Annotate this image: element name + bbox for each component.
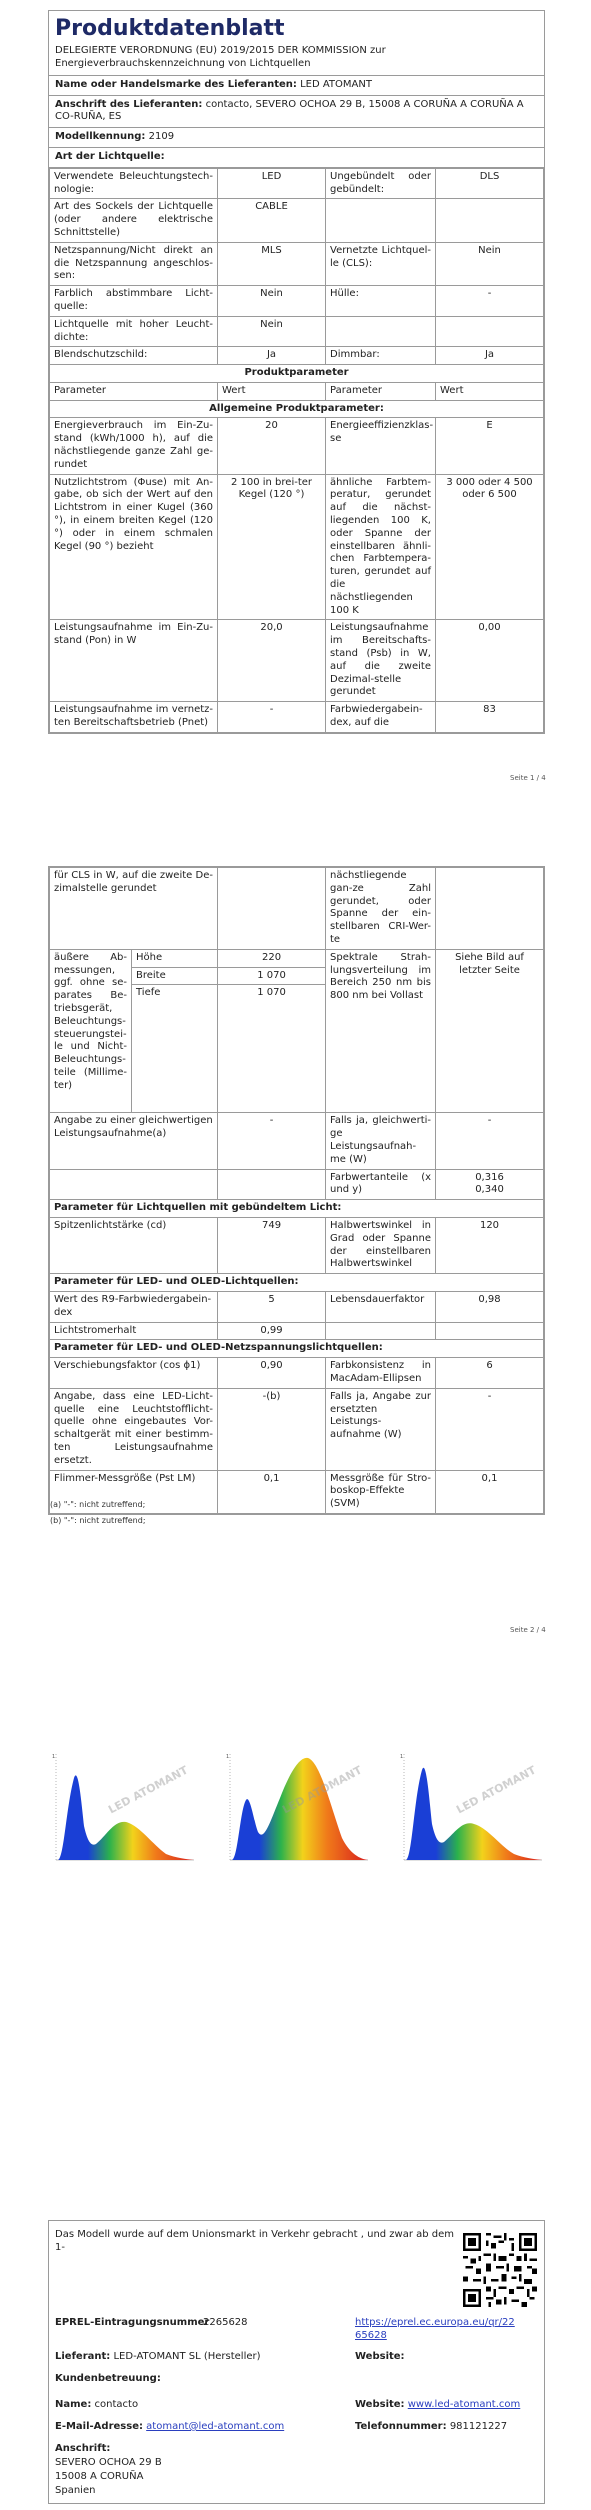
col-header: Wert: [218, 382, 326, 400]
params-table-continued: [49, 867, 544, 1514]
type-param: Hülle:: [326, 286, 436, 317]
general-value: 20: [218, 418, 326, 474]
general-row: [50, 418, 544, 474]
type-param: Netzspannung/Nicht direkt an die Netzspannung angeschlos-sen:: [50, 242, 218, 285]
website2-label: Website:: [355, 2399, 405, 2410]
param-label: für CLS in W, auf die zweite De-zimalstelle gerundet: [50, 868, 218, 950]
chromaticity-label: Farbwertanteile (x und y): [326, 1169, 436, 1200]
spectrum-image-6500k: [396, 1748, 544, 1870]
customer-service-label: Kundenbetreuung:: [55, 2373, 161, 2384]
r9-value: 5: [218, 1291, 326, 1322]
mains-row: [50, 1388, 544, 1470]
model-label: Modellkennung:: [55, 131, 146, 143]
empty-cell: [50, 1169, 218, 1200]
general-param: Energieverbrauch im Ein-Zu-stand (kWh/1000 h), auf die nächstliegende ganze Zahl ge-rundet: [50, 418, 218, 474]
type-row: [50, 347, 544, 365]
type-header: Art der Lichtquelle:: [49, 148, 544, 168]
general-param: Nutzlichtstrom (Φuse) mit An-gabe, ob sich der Wert auf den Lichtstrom in einer Kugel (360 °), in einem breiten Kegel (120 °) oder in einem schmalen Kegel (90 °) bezieht: [50, 474, 218, 620]
eprel-link[interactable]: https://eprel.ec.europa.eu/qr/2265628: [355, 2317, 515, 2341]
lumen-maintenance-label: Lichtstromerhalt: [50, 1322, 218, 1340]
chromaticity-x: 0,316: [475, 1171, 504, 1183]
general-row: [50, 620, 544, 702]
led-row: [50, 1291, 544, 1322]
page-number: Seite 1 / 4: [510, 774, 546, 782]
type-table: [49, 168, 544, 733]
beam-angle-value: 120: [436, 1217, 544, 1273]
footnote-a: (a) "-": nicht zutreffend;: [50, 1500, 146, 1509]
dimension-value: 220: [218, 949, 326, 967]
type-row: [50, 286, 544, 317]
equiv-power-label: Falls ja, gleichwerti-ge Leistungsaufnah-me (W): [326, 1113, 436, 1169]
directional-row: [50, 1217, 544, 1273]
eprel-label: EPREL-Eintragungsnummer: [55, 2317, 210, 2328]
led-header: Parameter für LED- und OLED-Lichtquellen:: [50, 1274, 544, 1292]
spectrum-image-4500k: [222, 1748, 370, 1870]
general-param: Farbwiedergabein-dex, auf die: [326, 702, 436, 733]
type-value: LED: [218, 168, 326, 199]
general-value: E: [436, 418, 544, 474]
type-value: [436, 316, 544, 347]
general-value: 2 100 in brei-ter Kegel (120 °): [218, 474, 326, 620]
address-line: 15008 A CORUÑA: [55, 2471, 144, 2482]
replaced-power-label: Falls ja, Angabe zur ersetzten Leistungs-aufnahme (W): [326, 1388, 436, 1470]
type-param: Verwendete Beleuchtungstech-nologie:: [50, 168, 218, 199]
watermark: LED ATOMANT: [280, 1763, 365, 1817]
watermark: LED ATOMANT: [106, 1763, 191, 1817]
general-param: Leistungsaufnahme im vernetz-ten Bereitschaftsbetrieb (Pnet): [50, 702, 218, 733]
directional-header: Parameter für Lichtquellen mit gebündeltem Licht:: [50, 1200, 544, 1218]
contact-name-row: [55, 2399, 138, 2412]
general-value: -: [218, 702, 326, 733]
equiv-label: [50, 1113, 218, 1169]
type-value: Nein: [218, 316, 326, 347]
supplier-name-value: LED ATOMANT: [300, 78, 372, 90]
type-row: [50, 199, 544, 242]
type-param: Vernetzte Lichtquel-le (CLS):: [326, 242, 436, 285]
col-header: Wert: [436, 382, 544, 400]
mains-row: [50, 1358, 544, 1389]
footnote-b: (b) "-": nicht zutreffend;: [50, 1516, 146, 1525]
address-line: SEVERO OCHOA 29 B: [55, 2457, 162, 2468]
replacement-label: Angabe, dass eine LED-Licht-quelle eine Leuchtstofflicht-quelle ohne eingebautes Vor-schaltgerät mit einer bestimm-ten Leistungsaufnahme ersetzt.: [50, 1388, 218, 1470]
peak-intensity-label: Spitzenlichtstärke (cd): [50, 1217, 218, 1273]
replaced-power-value: -: [436, 1388, 544, 1470]
page2-frame: [48, 866, 545, 1515]
general-value: 0,00: [436, 620, 544, 702]
general-value: 20,0: [218, 620, 326, 702]
qr-code-icon[interactable]: [463, 2233, 537, 2307]
supplier-value: LED-ATOMANT SL (Hersteller): [113, 2351, 261, 2362]
stroboscopic-label: Messgröße für Stro-boskop-Effekte (SVM): [326, 1470, 436, 1513]
empty-cell: [436, 1322, 544, 1340]
mains-header: Parameter für LED- und OLED-Netzspannungslichtquellen:: [50, 1340, 544, 1358]
website-label: Website:: [355, 2351, 405, 2362]
displacement-value: 0,90: [218, 1358, 326, 1389]
flicker-value: 0,1: [218, 1470, 326, 1513]
empty-cell: [326, 1322, 436, 1340]
type-value: Nein: [218, 286, 326, 317]
chromaticity-row: [50, 1169, 544, 1200]
dimension-value: 1 070: [218, 985, 326, 1113]
type-param: Lichtquelle mit hoher Leucht-dichte:: [50, 316, 218, 347]
displacement-label: Verschiebungsfaktor (cos ϕ1): [50, 1358, 218, 1389]
chromaticity-y: 0,340: [475, 1184, 504, 1196]
watermark: LED ATOMANT: [454, 1763, 539, 1817]
type-row: [50, 242, 544, 285]
supplier-label: Lieferant:: [55, 2351, 111, 2362]
survival-value: 0,98: [436, 1291, 544, 1322]
equiv-row: [50, 1113, 544, 1169]
param-label: nächstliegende gan-ze Zahl gerundet, oder Spanne der ein-stellbaren CRI-Wer-te: [326, 868, 436, 950]
chromaticity-value: [436, 1169, 544, 1200]
mains-header-row: [50, 1340, 544, 1358]
params-header: Produktparameter: [50, 365, 544, 383]
axis-tick: 1: [226, 1754, 230, 1760]
website2-row: [355, 2399, 520, 2412]
dimension-value: 1 070: [218, 967, 326, 985]
type-param: Ungebündelt oder gebündelt:: [326, 168, 436, 199]
axis-tick: 1: [52, 1754, 56, 1760]
eprel-value: 2265628: [203, 2317, 248, 2328]
type-value: DLS: [436, 168, 544, 199]
market-text: Das Modell wurde auf dem Unionsmarkt in Verkehr gebracht , und zwar ab dem 1-: [55, 2229, 455, 2253]
supplier-name-row: [49, 76, 544, 96]
flicker-label: Flimmer-Messgröße (Pst LM): [50, 1470, 218, 1513]
email-label: E-Mail-Adresse:: [55, 2421, 143, 2432]
equiv-power-value: -: [436, 1113, 544, 1169]
general-value: 83: [436, 702, 544, 733]
phone-row: [355, 2421, 507, 2434]
param-value: [218, 868, 326, 950]
contact-name-value: contacto: [94, 2399, 139, 2410]
general-header-row: [50, 400, 544, 418]
led-row: [50, 1322, 544, 1340]
supplier-address-row: [49, 96, 544, 129]
type-row: [50, 168, 544, 199]
replacement-value: -(b): [218, 1388, 326, 1470]
survival-label: Lebensdauerfaktor: [326, 1291, 436, 1322]
type-param: [326, 316, 436, 347]
supplier-address-value: contacto, SEVERO OCHOA 29 B, 15008 A CORUÑA A CORUÑA A CO-RUÑA, ES: [55, 98, 524, 123]
params-columns-row: [50, 382, 544, 400]
contact-name-label: Name:: [55, 2399, 92, 2410]
page1-frame: [48, 10, 545, 734]
dimension-row: [50, 949, 544, 967]
spectral-value: Siehe Bild auf letzter Seite: [436, 949, 544, 1113]
type-value: Nein: [436, 242, 544, 285]
phone-label: Telefonnummer:: [355, 2421, 447, 2432]
empty-cell: [218, 1169, 326, 1200]
type-param: Farblich abstimmbare Licht-quelle:: [50, 286, 218, 317]
col-header: Parameter: [50, 382, 218, 400]
equiv-text: Angabe zu einer gleichwertigen Leistungsaufnahme(a): [54, 1115, 213, 1140]
type-param: Blendschutzschild:: [50, 347, 218, 365]
type-value: Ja: [218, 347, 326, 365]
general-param: Leistungsaufnahme im Ein-Zu-stand (Pon) in W: [50, 620, 218, 702]
r9-label: Wert des R9-Farbwiedergabein-dex: [50, 1291, 218, 1322]
page-number: Seite 2 / 4: [510, 1626, 546, 1634]
address-label: Anschrift:: [55, 2443, 111, 2454]
params-header-row: [50, 365, 544, 383]
supplier-address-label: Anschrift des Lieferanten:: [55, 98, 203, 110]
general-value: 3 000 oder 4 500 oder 6 500: [436, 474, 544, 620]
general-param: Leistungsaufnahme im Bereitschafts-stand (Psb) in W, auf die zweite Dezimal-stelle gerundet: [326, 620, 436, 702]
doc-title: Produktdatenblatt: [55, 16, 285, 41]
model-value: 2109: [148, 131, 175, 143]
beam-angle-label: Halbwertswinkel in Grad oder Spanne der einstellbaren Halbwertswinkel: [326, 1217, 436, 1273]
dimensions-label: äußere Ab-messungen, ggf. ohne se-parates Be-triebsgerät, Beleuchtungs-steuerungstei-le und Nicht-Beleuchtungs-teile (Millime-ter): [50, 949, 132, 1113]
phone-value: 981121227: [449, 2421, 508, 2432]
email-row: [55, 2421, 284, 2434]
directional-header-row: [50, 1200, 544, 1218]
type-param: [326, 199, 436, 242]
model-row: [49, 128, 544, 148]
type-value: Ja: [436, 347, 544, 365]
led-header-row: [50, 1274, 544, 1292]
stroboscopic-value: 0,1: [436, 1470, 544, 1513]
supplier-name-label: Name oder Handelsmarke des Lieferanten:: [55, 78, 297, 90]
col-header: Parameter: [326, 382, 436, 400]
supplier-row: [55, 2351, 261, 2364]
address-line: Spanien: [55, 2485, 96, 2496]
type-value: [436, 199, 544, 242]
color-consistency-value: 6: [436, 1358, 544, 1389]
lumen-maintenance-value: 0,99: [218, 1322, 326, 1340]
type-param: Dimmbar:: [326, 347, 436, 365]
email-link[interactable]: atomant@led-atomant.com: [146, 2421, 285, 2432]
general-header: Allgemeine Produktparameter:: [50, 400, 544, 418]
type-param: Art des Sockels der Lichtquelle (oder andere elektrische Schnittstelle): [50, 199, 218, 242]
equiv-value: -: [218, 1113, 326, 1169]
spectral-label: Spektrale Strah-lungsverteilung im Bereich 250 nm bis 800 nm bei Vollast: [326, 949, 436, 1113]
dimension-name: Breite: [132, 967, 218, 985]
dimension-name: Höhe: [132, 949, 218, 967]
general-row: [50, 474, 544, 620]
website-link[interactable]: www.led-atomant.com: [407, 2399, 521, 2410]
color-consistency-label: Farbkonsistenz in MacAdam-Ellipsen: [326, 1358, 436, 1389]
page4-frame: [48, 2220, 545, 2504]
regulation-text: DELEGIERTE VERORDNUNG (EU) 2019/2015 DER KOMMISSION zur Energieverbrauchskennzeichnung von Lichtquellen: [49, 45, 544, 76]
general-param: Energieeffizienzklas-se: [326, 418, 436, 474]
general-param: ähnliche Farbtem-peratur, gerundet auf die nächst-liegenden 100 K, oder Spanne der einstellbaren ähnli-chen Farbtempera-turen, gerundet auf die nächstliegenden 100 K: [326, 474, 436, 620]
dimension-name: Tiefe: [132, 985, 218, 1113]
type-value: -: [436, 286, 544, 317]
cri-row: [50, 868, 544, 950]
general-row: [50, 702, 544, 733]
type-row: [50, 316, 544, 347]
type-value: MLS: [218, 242, 326, 285]
peak-intensity-value: 749: [218, 1217, 326, 1273]
spectrum-image-3000k: [48, 1748, 196, 1870]
type-value: CABLE: [218, 199, 326, 242]
axis-tick: 1: [400, 1754, 404, 1760]
param-value: [436, 868, 544, 950]
